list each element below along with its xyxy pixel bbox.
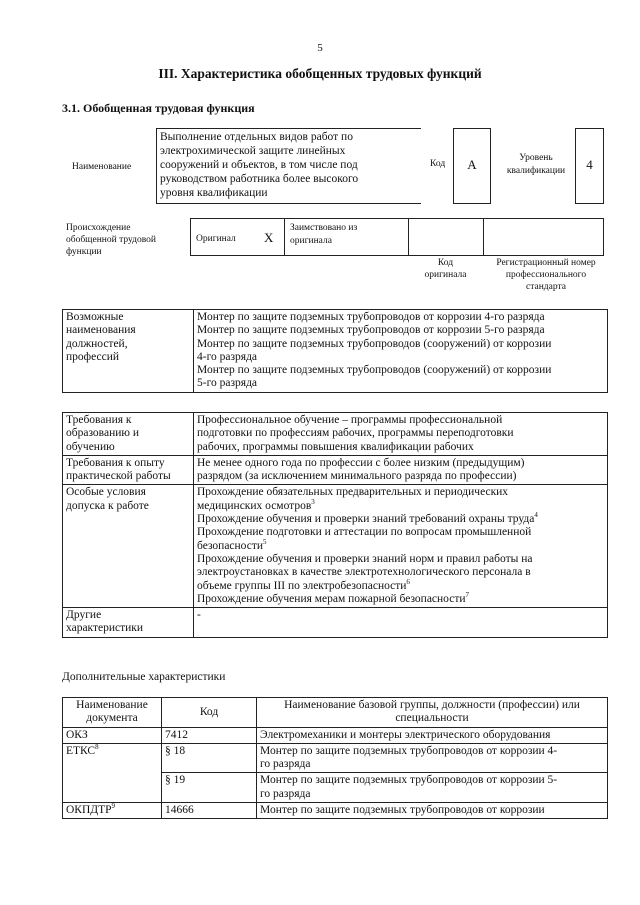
- name-cell: [257, 743, 608, 773]
- header-code: Код: [162, 698, 257, 728]
- reg-number-label-3: стандарта: [526, 282, 566, 292]
- table-row: [63, 310, 608, 393]
- origin-divider: [284, 218, 285, 256]
- original-label: Оригинал: [196, 234, 236, 244]
- label-line: Другие: [66, 609, 102, 622]
- code-cell: 14666: [162, 803, 257, 819]
- origin-divider: [408, 218, 409, 256]
- origin-label-line: Происхождение: [66, 223, 131, 233]
- label-line: характеристики: [66, 622, 144, 635]
- label-line: образованию и: [66, 427, 139, 440]
- name-line: Монтер по защите подземных трубопроводов от коррозии 5-: [260, 774, 558, 787]
- doc-cell: [63, 727, 162, 743]
- value-line: разрядом (за исключением минимального разряда по профессии): [197, 470, 517, 483]
- education-value: [194, 413, 608, 456]
- footnote-mark: 9: [111, 802, 116, 811]
- section-title: III. Характеристика обобщенных трудовых функций: [158, 66, 482, 81]
- position-line: Монтер по защите подземных трубопроводов от коррозии 5-го разряда: [197, 324, 545, 337]
- value-line: Не менее одного года по профессии с более низким (предыдущим): [197, 456, 525, 469]
- value-line: электроустановках в качестве электротехнологического персонала в: [197, 566, 531, 579]
- label-line: Требования к опыту: [66, 456, 165, 469]
- footnote-mark: 3: [311, 497, 315, 506]
- value-text: объеме группы III по электробезопасности: [197, 579, 407, 592]
- name-line: Электромеханики и монтеры электрического оборудования: [260, 728, 551, 741]
- function-name-line: сооружений и объектов, в том числе под: [160, 159, 358, 171]
- function-name-line: руководством работника более высокого: [160, 173, 359, 185]
- value-line: Прохождение подготовки и аттестации по вопросам промышленной: [197, 526, 532, 539]
- code-cell: 7412: [162, 727, 257, 743]
- position-line: 5-го разряда: [197, 377, 258, 390]
- label-line: должностей,: [66, 337, 128, 350]
- reg-number-label-2: профессионального: [505, 270, 587, 280]
- label-line: Возможные: [66, 311, 124, 323]
- header-name: [257, 698, 608, 728]
- table-header-row: [63, 698, 608, 728]
- function-name-line: электрохимической защите линейных: [160, 145, 346, 157]
- position-line: Монтер по защите подземных трубопроводов (сооружений) от коррозии: [197, 364, 552, 377]
- subsection-title: 3.1. Обобщенная трудовая функция: [62, 101, 255, 115]
- additional-title: Дополнительные характеристики: [62, 671, 226, 683]
- origin-divider: [483, 218, 484, 256]
- level-value: 4: [586, 157, 593, 172]
- function-name-line: уровня квалификации: [160, 187, 268, 199]
- borrowed-label-2: оригинала: [290, 236, 332, 246]
- value-text: Прохождение обучения мерам пожарной безопасности: [197, 592, 466, 605]
- borrowed-label-1: Заимствовано из: [290, 223, 358, 233]
- code-label: Код: [430, 159, 446, 169]
- position-line: Монтер по защите подземных трубопроводов от коррозии 4-го разряда: [197, 311, 545, 323]
- position-line: Монтер по защите подземных трубопроводов (сооружений) от коррозии: [197, 337, 552, 350]
- experience-label: [63, 455, 194, 485]
- header-line: Наименование базовой группы, должности (профессии) или: [284, 699, 580, 711]
- value-line: [197, 593, 604, 606]
- name-box-top-line: [156, 128, 421, 129]
- doc-text: ОКПДТР: [66, 804, 112, 817]
- value-text: медицинских осмотров: [197, 499, 312, 512]
- doc-cell: [63, 803, 162, 819]
- experience-value: [194, 455, 608, 485]
- footnote-mark: 8: [95, 743, 99, 752]
- header-doc: [63, 698, 162, 728]
- name-line: го разряда: [260, 787, 311, 800]
- label-line: практической работы: [66, 470, 171, 483]
- positions-table: [62, 309, 608, 393]
- origin-table: [190, 218, 604, 256]
- footnote-mark: 7: [465, 591, 470, 600]
- function-name-line: Выполнение отдельных видов работ по: [160, 131, 353, 143]
- requirements-table: [62, 412, 608, 638]
- other-label: [63, 608, 194, 638]
- header-line: специальности: [395, 712, 469, 725]
- code-original-label-2: оригинала: [424, 270, 467, 280]
- label-line: наименования: [66, 324, 136, 337]
- origin-label: [66, 222, 156, 258]
- label-line: Особые условия: [66, 486, 146, 499]
- positions-label: [63, 310, 194, 393]
- table-row: [63, 485, 608, 608]
- special-value: [194, 485, 608, 608]
- table-row: [63, 727, 608, 743]
- function-name-box: [156, 128, 421, 204]
- origin-label-line: функции: [66, 247, 102, 257]
- doc-text: ЕТКС: [66, 744, 96, 757]
- value-text: безопасности: [197, 539, 264, 552]
- header-line: документа: [86, 712, 138, 725]
- doc-cell: [63, 743, 162, 802]
- table-row: [63, 803, 608, 819]
- name-line: Монтер по защите подземных трубопроводов от коррозии 4-: [260, 744, 558, 757]
- value-line: Профессиональное обучение – программы профессиональной: [197, 414, 503, 426]
- value-line: Прохождение обязательных предварительных и периодических: [197, 486, 509, 499]
- name-label: Наименование: [72, 162, 132, 172]
- special-label: [63, 485, 194, 608]
- value-text: Прохождение обучения и проверки знаний требований охраны труда: [197, 513, 535, 526]
- name-line: го разряда: [260, 758, 311, 771]
- name-box-bottom-line: [156, 203, 421, 204]
- value-line: Прохождение обучения и проверки знаний норм и правил работы на: [197, 552, 533, 565]
- level-label-1: Уровень: [519, 153, 553, 163]
- label-line: обучению: [66, 440, 115, 453]
- table-row: [63, 455, 608, 485]
- page-number: 5: [317, 42, 323, 54]
- level-label-2: квалификации: [506, 166, 566, 176]
- value-line: рабочих, программы повышения квалификации рабочих: [197, 440, 474, 453]
- origin-label-line: обобщенной трудовой: [66, 235, 156, 245]
- code-cell: § 18: [162, 743, 257, 773]
- code-cell: § 19: [162, 773, 257, 803]
- positions-list: [194, 310, 608, 393]
- original-mark: X: [264, 230, 274, 245]
- name-cell: [257, 773, 608, 803]
- table-row: [63, 608, 608, 638]
- label-line: допуска к работе: [66, 499, 149, 512]
- footnote-mark: 5: [263, 537, 267, 546]
- label-line: Требования к: [66, 414, 132, 426]
- label-line: профессий: [66, 350, 120, 363]
- footnote-mark: 6: [406, 577, 410, 586]
- reg-number-label-1: Регистрационный номер: [496, 258, 596, 268]
- table-row: [63, 743, 608, 773]
- code-original-label-1: Код: [437, 258, 454, 268]
- footnote-mark: 4: [534, 511, 538, 520]
- additional-table: [62, 697, 608, 819]
- value-line: [197, 577, 604, 593]
- value-line: подготовки по профессиям рабочих, программы переподготовки: [197, 427, 514, 440]
- code-value: А: [467, 157, 477, 172]
- table-row: [63, 413, 608, 456]
- value-line: [197, 497, 604, 513]
- header-line: Наименование: [76, 699, 148, 711]
- name-cell: [257, 727, 608, 743]
- position-line: 4-го разряда: [197, 350, 258, 363]
- doc-text: ОКЗ: [66, 728, 88, 741]
- name-cell: [257, 803, 608, 819]
- name-line: Монтер по защите подземных трубопроводов от коррозии: [260, 804, 545, 817]
- education-label: [63, 413, 194, 456]
- other-value: -: [194, 608, 608, 638]
- value-line: [197, 513, 604, 526]
- value-line: [197, 537, 604, 553]
